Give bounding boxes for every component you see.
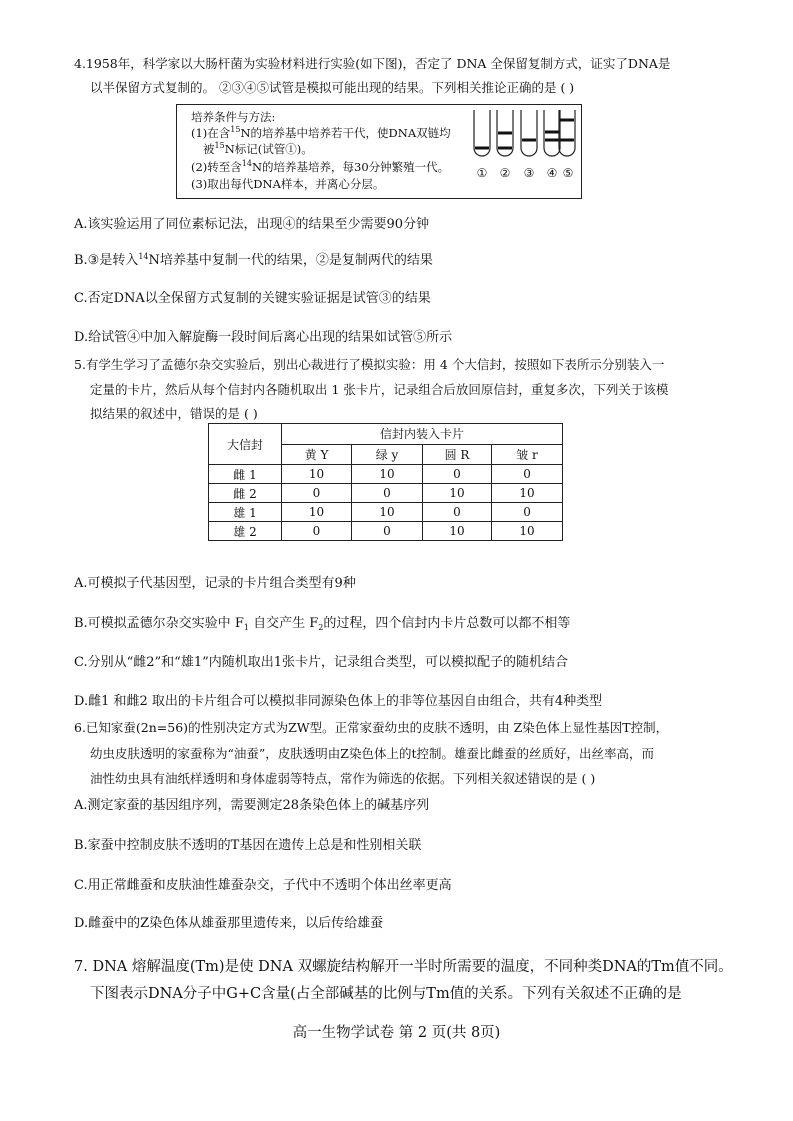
q6-option-a[interactable]: A.测定家蚕的基因组序列，需要测定28条染色体上的碱基序列 xyxy=(74,798,430,813)
box-step3: (3)取出每代DNA样本，并离心分层。 xyxy=(191,177,385,191)
tube-3 xyxy=(521,110,537,156)
table-cell: 0 xyxy=(282,522,352,541)
q6-option-d[interactable]: D.雌蚕中的Z染色体从雄蚕那里遗传来，以后传给雄蚕 xyxy=(74,916,384,931)
table-cell: 10 xyxy=(423,522,492,541)
row-label: 雌 2 xyxy=(209,484,282,503)
q7-stem-line2: 下图表示DNA分子中G+C含量(占全部碱基的比例与Tm值的关系。下列有关叙述不正确的是 xyxy=(90,986,682,1002)
tube-label-3: ③ xyxy=(523,166,535,180)
q4-option-a[interactable]: A.该实验运用了同位素标记法，出现④的结果至少需要90分钟 xyxy=(74,217,430,232)
q5-option-c[interactable]: C.分别从“雌2”和“雄1”内随机取出1张卡片，记录组合类型，可以模拟配子的随机结合 xyxy=(74,655,569,670)
table-cell: 0 xyxy=(282,484,352,503)
table-cell: 10 xyxy=(423,484,492,503)
q4-stem-line1: 4.1958年，科学家以大肠杆菌为实验材料进行实验(如下图)，否定了 DNA 全保留复制方式，证实了DNA是 xyxy=(74,56,671,71)
box-step2: (2)转至含$^{14}$N的培养基培养，每30分钟繁殖一代。 xyxy=(191,159,450,174)
q4-experiment-figure xyxy=(176,104,582,199)
q6-stem-line1: 6.已知家蚕(2n=56)的性别决定方式为ZW型。正常家蚕幼虫的皮肤不透明，由 Z染色体上显性基因T控制， xyxy=(74,720,669,735)
q6-option-c[interactable]: C.用正常雌蚕和皮肤油性雄蚕杂交，子代中不透明个体出丝率更高 xyxy=(74,878,452,893)
table-cell: 10 xyxy=(352,465,423,484)
table-col-header: 黄 Y xyxy=(282,444,352,465)
q5-option-a[interactable]: A.可模拟子代基因型，记录的卡片组合类型有9种 xyxy=(74,576,356,591)
envelope-card-table xyxy=(208,423,563,541)
table-row-header: 大信封 xyxy=(209,424,282,465)
row-label: 雄 2 xyxy=(209,522,282,541)
box-title: 培养条件与方法: xyxy=(191,110,276,124)
tube-label-1: ① xyxy=(476,166,488,180)
q5-stem-line1: 5.有学生学习了孟德尔杂交实验后，别出心裁进行了模拟实验：用 4 个大信封，按照如下表所示分别装入一 xyxy=(74,357,665,372)
q5-option-b[interactable]: B.可模拟孟德尔杂交实验中 $F_1$ 自交产生 $F_2$的过程，四个信封内卡片总数可以都不相等 xyxy=(74,616,571,632)
tube-5 xyxy=(559,110,575,156)
tube-label-4: ④ xyxy=(546,166,558,180)
q4-option-c[interactable]: C.否定DNA以全保留方式复制的关键实验证据是试管③的结果 xyxy=(74,291,431,306)
table-col-header: 皱 r xyxy=(492,444,563,465)
q4-option-b[interactable]: B.③是转入$^{14}$N培养基中复制一代的结果，②是复制两代的结果 xyxy=(74,252,433,268)
q4-option-d[interactable]: D.给试管④中加入解旋酶一段时间后离心出现的结果如试管⑤所示 xyxy=(74,330,453,345)
table-cell: 0 xyxy=(492,503,563,522)
q7-stem-line1: 7. DNA 熔解温度(Tm)是使 DNA 双螺旋结构解开一半时所需要的温度，不同种类DNA的Tm值不同。 xyxy=(74,959,733,975)
q5-stem-line2: 定量的卡片，然后从每个信封内各随机取出 1 张卡片，记录组合后放回原信封，重复多次，下列关于该模 xyxy=(90,382,669,397)
q6-stem-line2: 幼虫皮肤透明的家蚕称为“油蚕”，皮肤透明由Z染色体上的t控制。雄蚕比雌蚕的丝质好，出丝率高，而 xyxy=(90,746,654,761)
table-cell: 10 xyxy=(492,484,563,503)
box-step1a: (1)在含$^{15}$N的培养基中培养若干代，使DNA双链均 xyxy=(191,125,451,140)
table-col-header: 绿 y xyxy=(352,444,423,465)
table-group-header: 信封内装入卡片 xyxy=(282,424,563,445)
table-row xyxy=(209,522,563,541)
page-footer: 高一生物学试卷 第 2 页(共 8页) xyxy=(292,1025,501,1041)
q5-stem-line3: 拟结果的叙述中，错误的是 ( ) xyxy=(90,406,258,421)
table-col-header: 圆 R xyxy=(423,444,492,465)
table-row xyxy=(209,503,563,522)
row-label: 雌 1 xyxy=(209,465,282,484)
table-cell: 10 xyxy=(282,465,352,484)
q6-stem-line3: 油性幼虫具有油纸样透明和身体虚弱等特点，常作为筛选的依据。下列相关叙述错误的是 ( ) xyxy=(90,771,596,786)
table-cell: 0 xyxy=(423,503,492,522)
q6-option-b[interactable]: B.家蚕中控制皮肤不透明的T基因在遗传上总是和性别相关联 xyxy=(74,838,422,853)
row-label: 雄 1 xyxy=(209,503,282,522)
q5-option-d[interactable]: D.雌1 和雌2 取出的卡片组合可以模拟非同源染色体上的非等位基因自由组合，共有4种类型 xyxy=(74,694,603,709)
tube-label-5: ⑤ xyxy=(562,166,574,180)
q4-stem-line2: 以半保留方式复制的。 ②③④⑤试管是模拟可能出现的结果。下列相关推论正确的是 ( ) xyxy=(90,80,575,95)
table-cell: 0 xyxy=(423,465,492,484)
table-cell: 0 xyxy=(352,484,423,503)
test-tubes-diagram xyxy=(177,105,583,200)
table-cell: 10 xyxy=(282,503,352,522)
table-row xyxy=(209,484,563,503)
table-cell: 10 xyxy=(352,503,423,522)
table-cell: 0 xyxy=(492,465,563,484)
table-cell: 10 xyxy=(492,522,563,541)
tube-label-2: ② xyxy=(499,166,511,180)
table-row xyxy=(209,465,563,484)
table-cell: 0 xyxy=(352,522,423,541)
box-step1b: 被$^{15}$N标记(试管①)。 xyxy=(203,141,313,156)
